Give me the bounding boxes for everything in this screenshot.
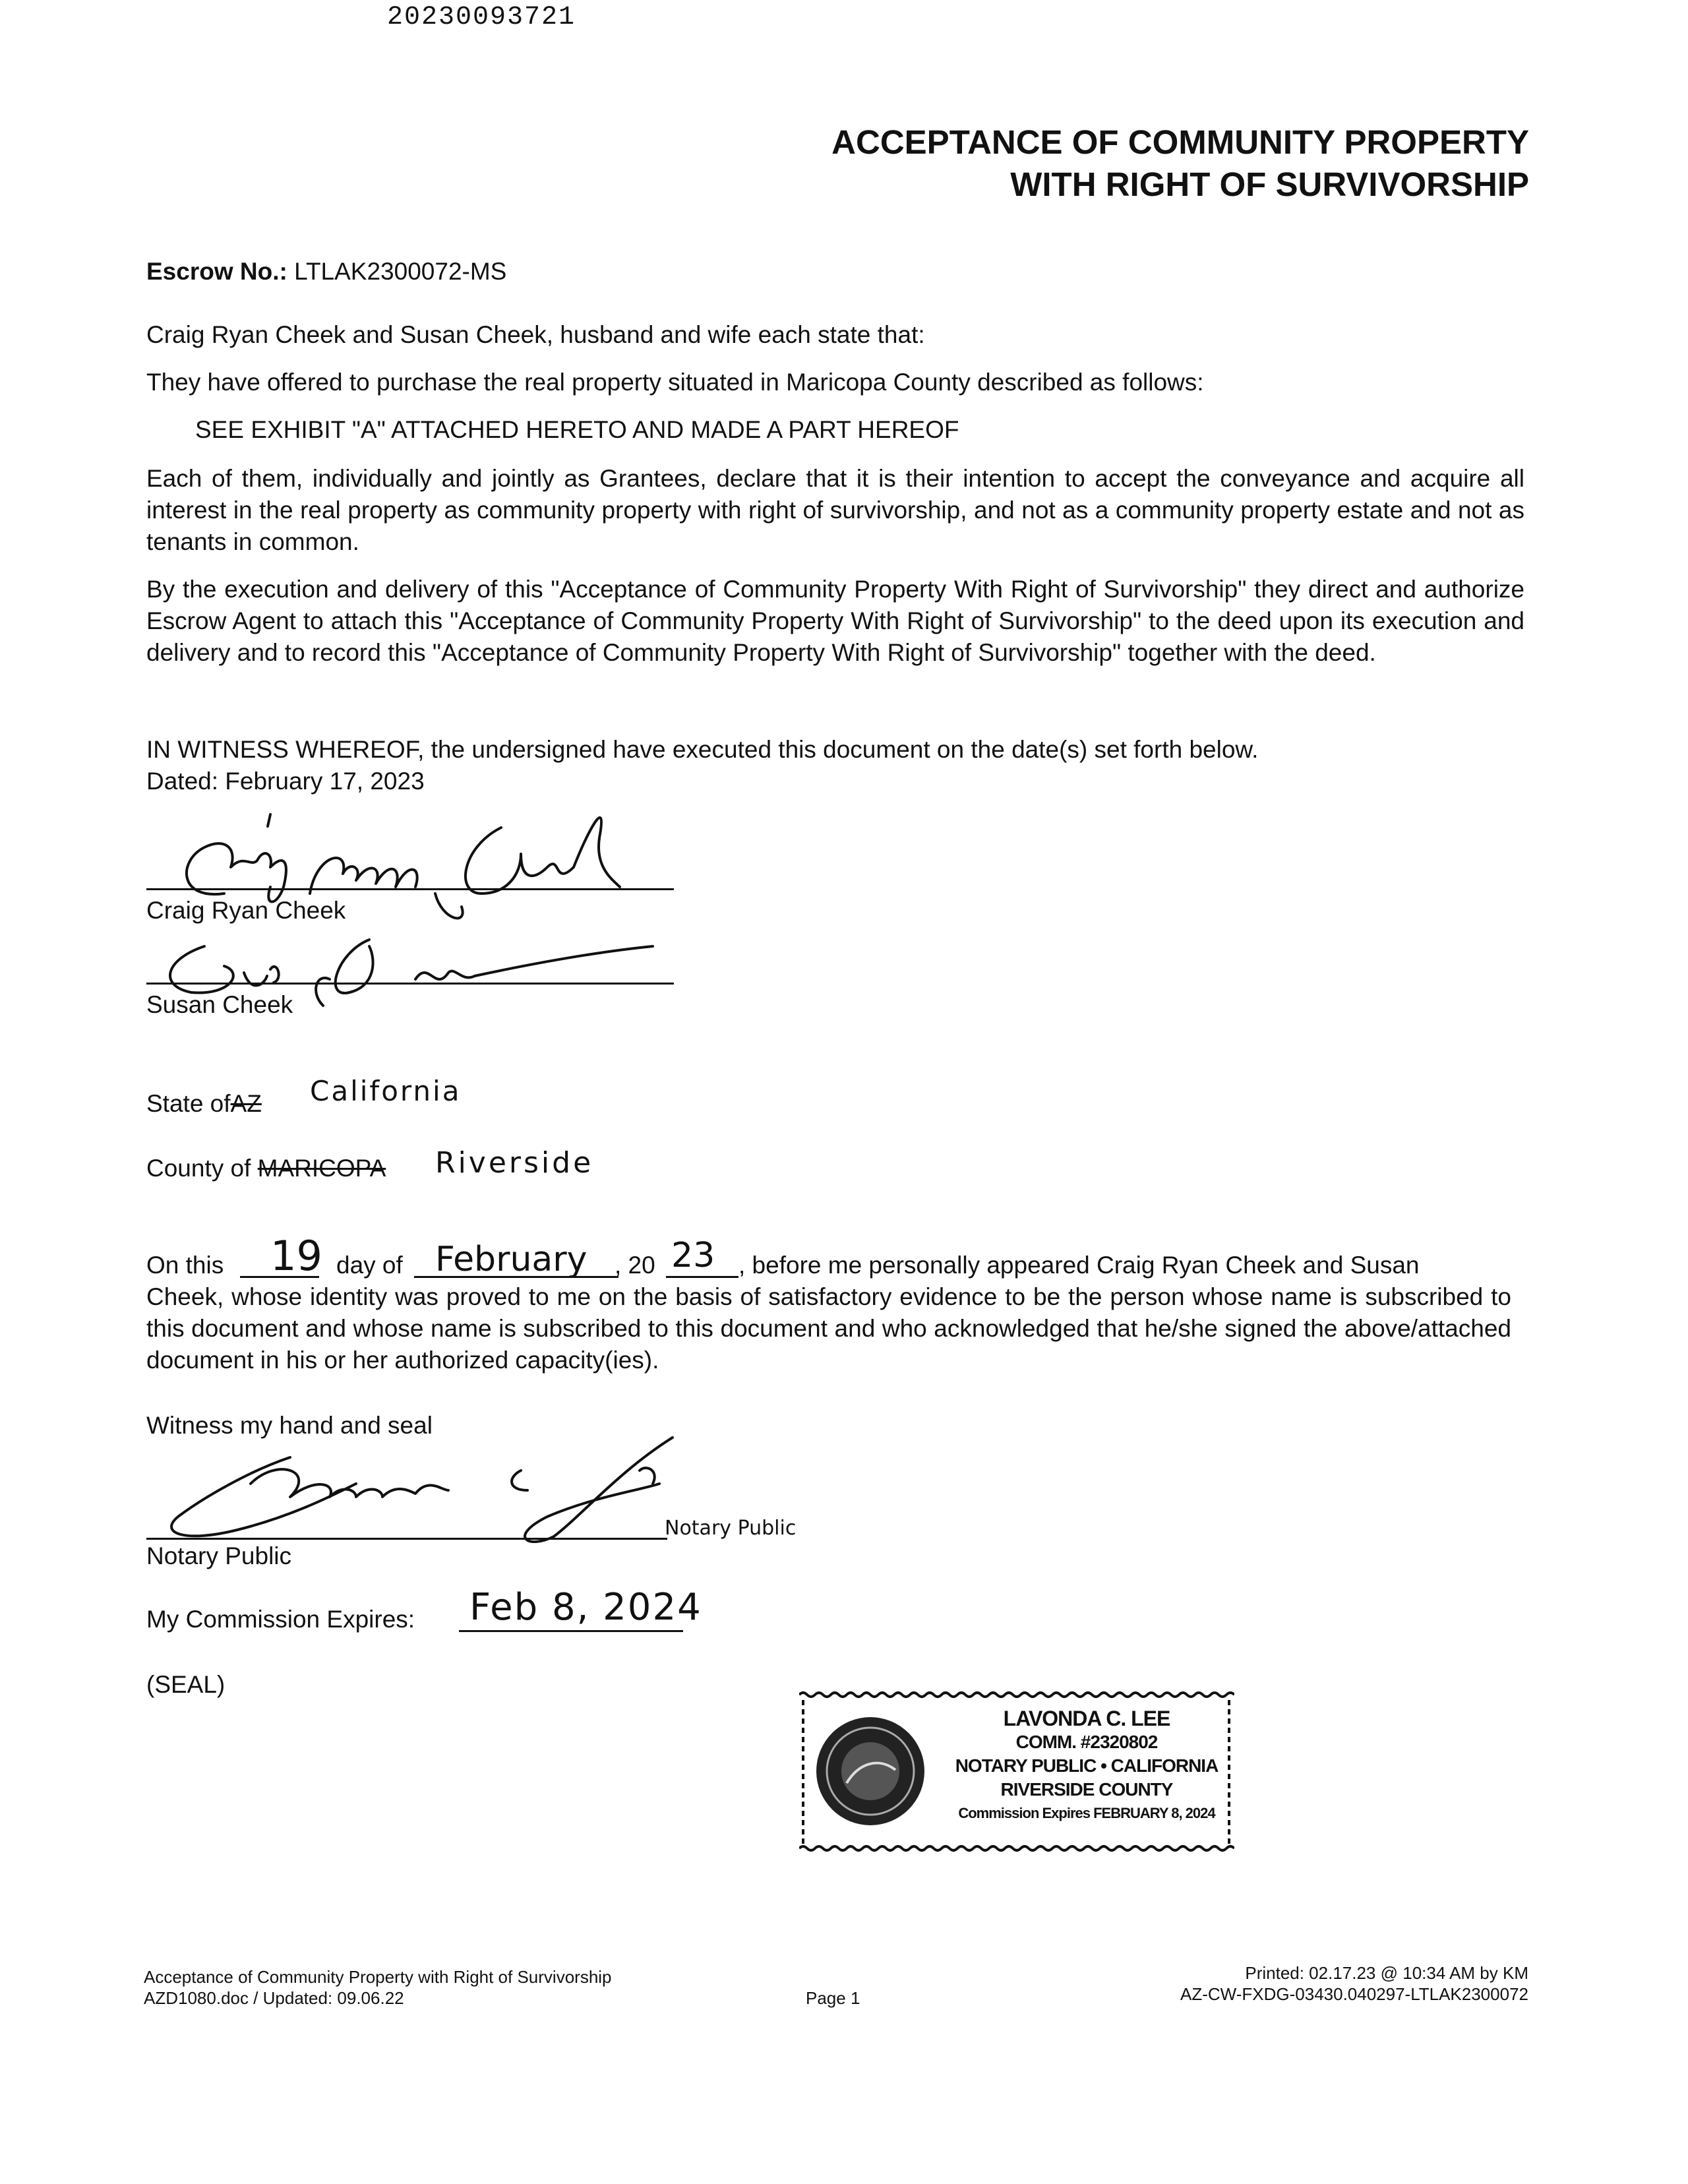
witness-hand-line: Witness my hand and seal — [146, 1412, 433, 1439]
commission-expires-handwritten: Feb 8, 2024 — [469, 1586, 702, 1629]
signature-notary — [119, 1418, 712, 1550]
title-line-1: ACCEPTANCE OF COMMUNITY PROPERTY — [831, 123, 1529, 161]
ack-year-handwritten: 23 — [671, 1236, 715, 1275]
state-row — [146, 1088, 262, 1120]
stamp-title: NOTARY PUBLIC • CALIFORNIA — [955, 1755, 1219, 1776]
recording-number: 20230093721 — [386, 3, 576, 32]
dated-line: Dated: February 17, 2023 — [146, 768, 425, 795]
footer-doc-title: Acceptance of Community Property with Right of Survivorship — [144, 1967, 612, 1987]
stamp-county: RIVERSIDE COUNTY — [1000, 1779, 1173, 1800]
document-title — [831, 121, 1529, 206]
escrow-value: LTLAK2300072-MS — [294, 258, 507, 285]
intention-paragraph: Each of them, individually and jointly as Grantees, declare that it is their intention to accept the conveyance and acquire all interest in the real property as community property with right of survivorship, and not as a community property estate and not as tenants in common. — [146, 465, 1524, 555]
notary-signature-line — [146, 1538, 667, 1540]
ack-day-of: day of — [336, 1252, 403, 1279]
execution-paragraph: By the execution and delivery of this "Acceptance of Community Property With Right of Survivorship" they direct and authorize Escrow Agent to attach this "Acceptance of Community Property With Right of Survivorship" to the deed upon its execution and delivery and to record this "Acceptance of Community Property With Right of Survivorship" together with the deed. — [146, 576, 1524, 666]
title-line-2: WITH RIGHT OF SURVIVORSHIP — [1010, 166, 1529, 203]
notary-public-handwritten: Notary Public — [665, 1517, 797, 1540]
escrow-label: Escrow No.: — [146, 258, 287, 285]
signer-name-1: Craig Ryan Cheek — [146, 897, 346, 924]
notary-stamp — [799, 1691, 1234, 1852]
footer-file-ref: AZ-CW-FXDG-03430.040297-LTLAK2300072 — [1180, 1984, 1528, 2004]
ack-year-prefix: , 20 — [615, 1252, 655, 1279]
ack-rest-text: Cheek, whose identity was proved to me on the basis of satisfactory evidence to be the person whose name is subscribed to this document and whose name is subscribed to this document and who acknowledged that he/she signed the above/attached document in his or her authorized capacity(ies). — [146, 1283, 1511, 1374]
witness-whereof-line: IN WITNESS WHEREOF, the undersigned have executed this document on the date(s) set forth below. — [146, 736, 1259, 763]
stamp-comm: COMM. #2320802 — [1015, 1732, 1158, 1752]
state-handwritten: California — [310, 1075, 462, 1107]
ack-rest-line1: , before me personally appeared Craig Ryan Cheek and Susan — [738, 1252, 1420, 1279]
notary-public-label: Notary Public — [146, 1542, 292, 1569]
footer-left — [144, 1966, 612, 2009]
signature-line-1 — [146, 888, 674, 890]
exhibit-line: SEE EXHIBIT "A" ATTACHED HERETO AND MADE A PART HEREOF — [195, 416, 959, 443]
intro-line: Craig Ryan Cheek and Susan Cheek, husband and wife each state that: — [146, 321, 925, 348]
state-printed-struck: AZ — [230, 1090, 262, 1117]
signature-line-2 — [146, 983, 674, 985]
county-handwritten: Riverside — [435, 1146, 594, 1180]
signer-name-2: Susan Cheek — [146, 991, 293, 1018]
commission-expires-label: My Commission Expires: — [146, 1606, 415, 1633]
commission-blank — [459, 1630, 683, 1632]
footer-printed: Printed: 02.17.23 @ 10:34 AM by KM — [1245, 1963, 1528, 1983]
footer-page-number: Page 1 — [806, 1988, 860, 2008]
state-label: State of — [146, 1090, 231, 1117]
stamp-name: LAVONDA C. LEE — [1003, 1707, 1170, 1730]
footer-doc-version: AZD1080.doc / Updated: 09.06.22 — [144, 1988, 404, 2008]
county-printed-struck: MARICOPA — [257, 1155, 386, 1182]
stamp-expires: Commission Expires FEBRUARY 8, 2024 — [958, 1805, 1215, 1821]
seal-label: (SEAL) — [146, 1671, 226, 1698]
escrow-number-row — [146, 256, 506, 288]
ack-day-handwritten: 19 — [270, 1232, 322, 1280]
ack-on-this: On this — [146, 1252, 224, 1279]
year-blank — [666, 1276, 738, 1278]
offer-line: They have offered to purchase the real property situated in Maricopa County described as follows: — [146, 369, 1204, 396]
ack-month-handwritten: February — [435, 1240, 588, 1279]
footer-right — [1180, 1962, 1528, 2005]
county-row — [146, 1153, 386, 1184]
county-label: County of — [146, 1155, 251, 1182]
